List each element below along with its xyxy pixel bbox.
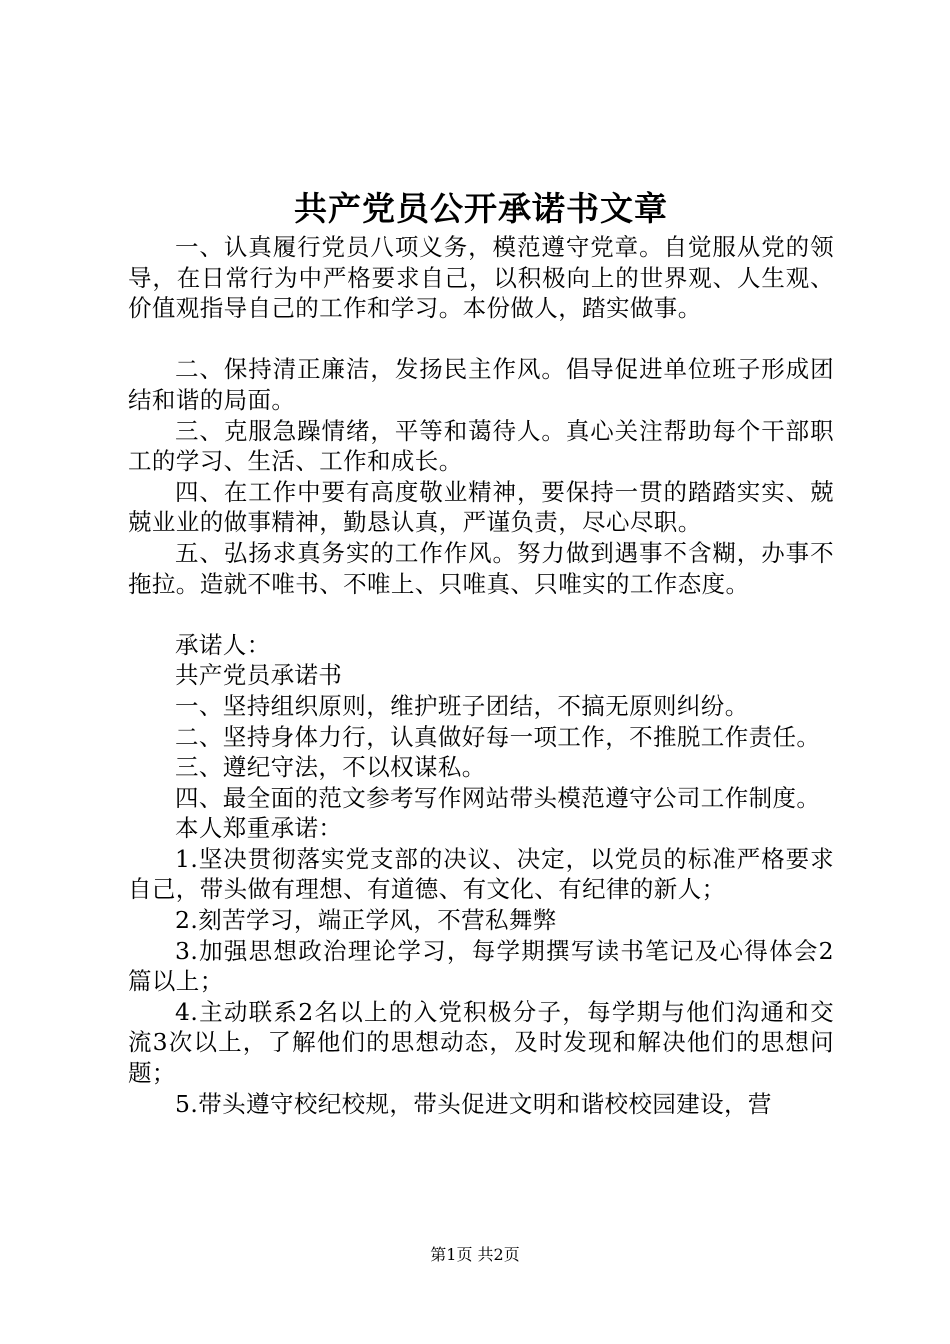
paragraph-9: 四、最全面的范文参考写作网站带头模范遵守公司工作制度。 xyxy=(175,783,821,812)
pledge-item-1: 1.坚决贯彻落实党支部的决议、决定，以党员的标准严格要求自己，带头做有理想、有道德、有文化、有纪律的新人； xyxy=(128,844,834,904)
signatory-label: 承诺人： xyxy=(175,630,271,659)
document-page xyxy=(128,186,834,1119)
page-footer: 第1页 共2页 xyxy=(430,1245,520,1264)
pledge-item-2: 2.刻苦学习，端正学风，不营私舞弊 xyxy=(175,906,557,935)
paragraph-5: 五、弘扬求真务实的工作作风。努力做到遇事不含糊，办事不拖拉。造就不唯书、不唯上、只唯真、只唯实的工作态度。 xyxy=(128,538,834,598)
section-heading: 共产党员承诺书 xyxy=(175,661,343,690)
paragraph-3: 三、克服急躁情绪，平等和蔼待人。真心关注帮助每个干部职工的学习、生活、工作和成长。 xyxy=(128,416,834,476)
paragraph-2: 二、保持清正廉洁，发扬民主作风。倡导促进单位班子形成团结和谐的局面。 xyxy=(128,355,834,414)
document-title: 共产党员公开承诺书文章 xyxy=(294,189,668,228)
pledge-intro: 本人郑重承诺： xyxy=(175,814,343,843)
paragraph-7: 二、坚持身体力行，认真做好每一项工作，不推脱工作责任。 xyxy=(175,722,821,751)
paragraph-gap xyxy=(128,324,834,355)
paragraph-1: 一、认真履行党员八项义务，模范遵守党章。自觉服从党的领导，在日常行为中严格要求自己，以积极向上的世界观、人生观、价值观指导自己的工作和学习。本份做人，踏实做事。 xyxy=(128,233,834,323)
pledge-item-3: 3.加强思想政治理论学习，每学期撰写读书笔记及心得体会2篇以上； xyxy=(128,936,834,996)
pledge-item-5: 5.带头遵守校纪校规，带头促进文明和谐校校园建设，营 xyxy=(175,1089,772,1118)
pledge-item-4: 4.主动联系2名以上的入党积极分子，每学期与他们沟通和交流3次以上，了解他们的思想动态，及时发现和解决他们的思想问题； xyxy=(128,997,834,1088)
paragraph-4: 四、在工作中要有高度敬业精神，要保持一贯的踏踏实实、兢兢业业的做事精神，勤恳认真，严谨负责，尽心尽职。 xyxy=(128,477,834,537)
paragraph-6: 一、坚持组织原则，维护班子团结，不搞无原则纠纷。 xyxy=(175,691,749,720)
paragraph-gap xyxy=(128,599,834,630)
paragraph-8: 三、遵纪守法，不以权谋私。 xyxy=(175,753,486,782)
document-body xyxy=(128,232,834,1119)
